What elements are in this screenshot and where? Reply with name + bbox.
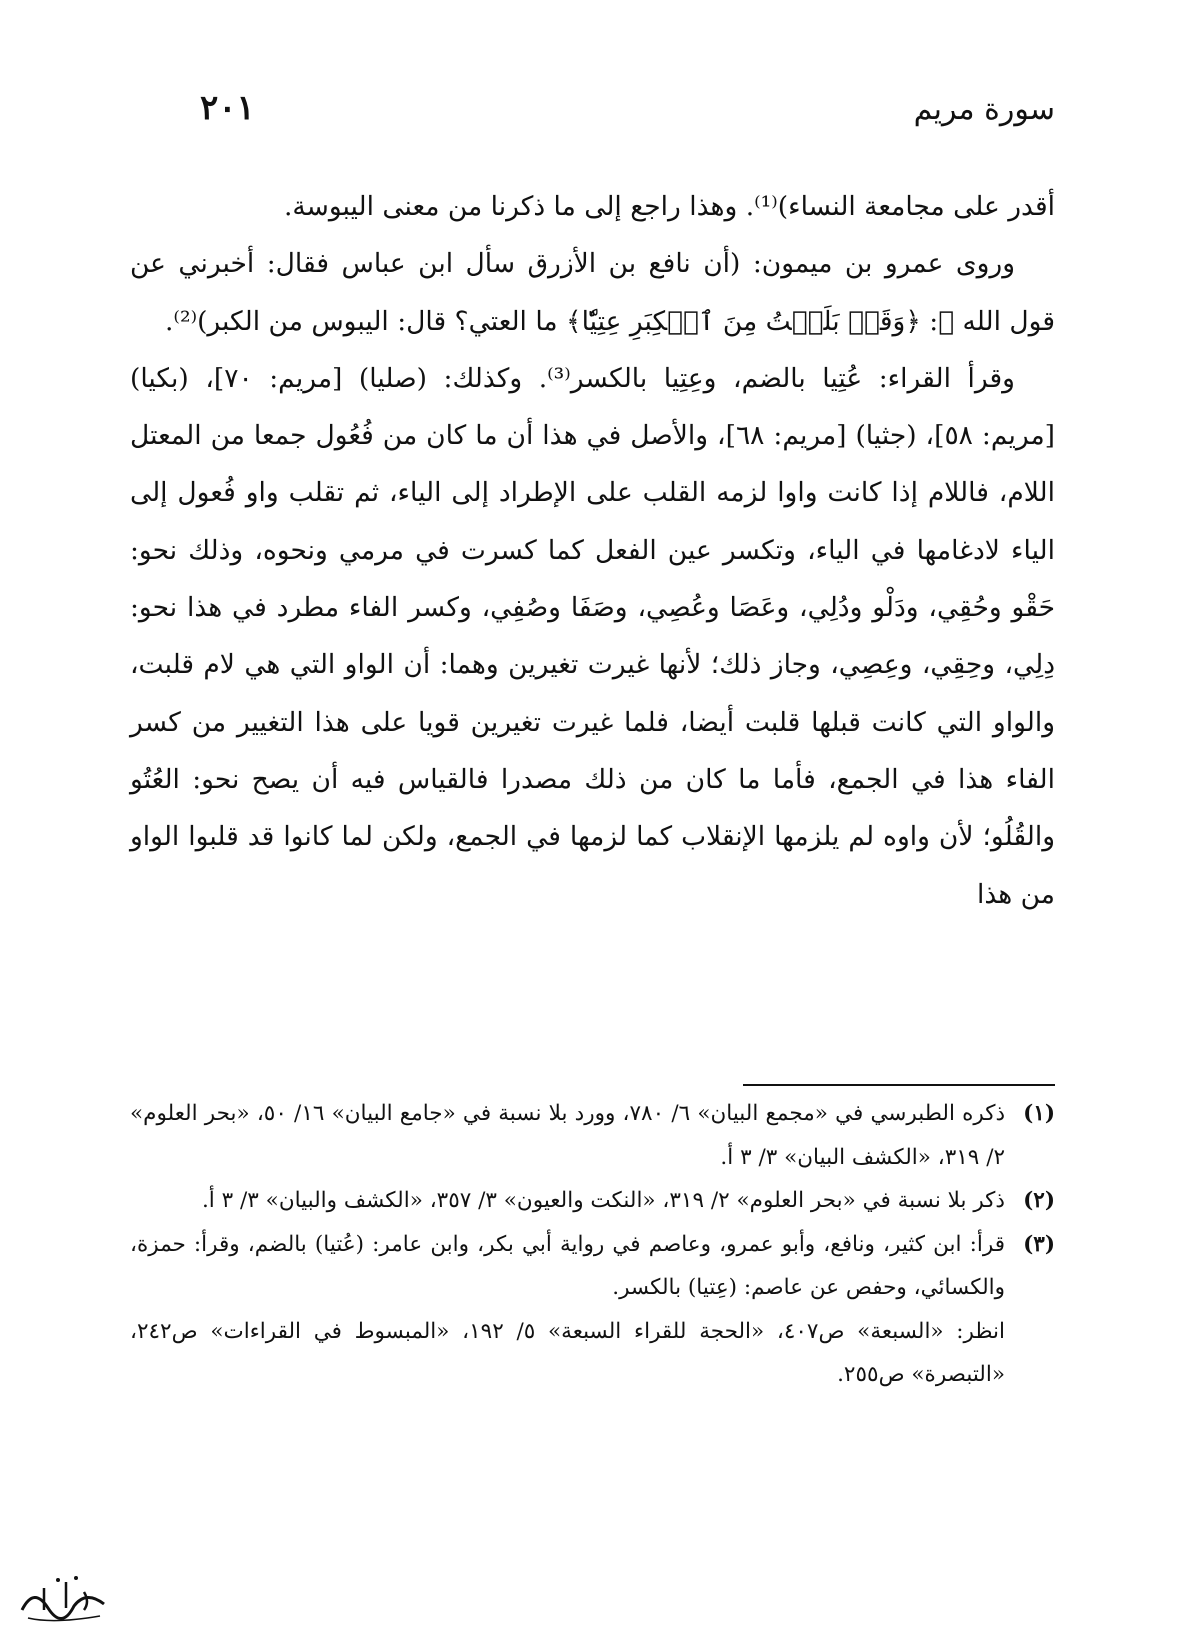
page-header [130, 88, 1055, 142]
page-number: ٢٠١ [200, 88, 255, 128]
footnote-separator [743, 1084, 1055, 1086]
footnote-line: قرأ: ابن كثير، ونافع، وأبو عمرو، وعاصم في رواية أبي بكر، وابن عامر: (عُتيا) بالضم، وقرأ: حمزة، والكسائي، وحفص عن عاصم: (عِتيا) بالكسر. [130, 1231, 1005, 1300]
paragraph: أقدر على مجامعة النساء)⁽¹⁾. وهذا راجع إلى ما ذكرنا من معنى اليبوسة. [283, 191, 1055, 222]
footnote-number: (٣) [1023, 1231, 1055, 1257]
footnote-number: (٢) [1023, 1188, 1055, 1213]
publisher-logo-icon [14, 1568, 114, 1628]
surah-title: سورة مريم [913, 92, 1055, 127]
footnote-item [130, 1223, 1055, 1397]
footnote-text [130, 1179, 1005, 1223]
footnotes [130, 1092, 1055, 1397]
footnote-line: انظر: «السبعة» ص٤٠٧، «الحجة للقراء السبعة» ٥/ ١٩٢، «المبسوط في القراءات» ص٢٤٢، «التبصرة» ص٢٥٥. [130, 1318, 1005, 1387]
footnote-line: ذكره الطبرسي في «مجمع البيان» ٦/ ٧٨٠، وورد بلا نسبة في «جامع البيان» ١٦/ ٥٠، «بحر العلوم» ٢/ ٣١٩، «الكشف البيان» ٣/ ٣ أ. [130, 1101, 1006, 1170]
footnote-item [130, 1092, 1055, 1179]
main-text [130, 178, 1055, 923]
footnote-item [130, 1179, 1055, 1223]
footnote-number: (١) [1023, 1101, 1055, 1126]
footnote-text [130, 1092, 1005, 1179]
paragraph: وقرأ القراء: عُتِيا بالضم، وعِتِيا بالكسر⁽³⁾. وكذلك: (صليا) [مريم: ٧٠]، (بكيا) [مريم: ٥٨]، (جثيا) [مريم: ٦٨]، والأصل في هذا أن ما كان من فُعُول جمعا من المعتل اللام، فاللام إذا كانت واوا لزمه القلب على الإطراد إلى الياء، ثم تقلب واو فُعول إلى الياء لادغامها في الياء، وتكسر عين الفعل كما كسرت في مرمي ونحوه، وذلك نحو: حَقْو وحُقِي، ودَلْو ودُلِي، وعَصَا وعُصِي، وصَفَا وصُفِي، وكسر الفاء مطرد في هذا نحو: دِلِي، وحِقِي، وعِصِي، وجاز ذلك؛ لأنها غيرت تغيرين وهما: أن الواو التي هي لام قلبت، والواو التي كانت قبلها قلبت أيضا، فلما غيرت تغيرين قويا على هذا التغيير من كسر الفاء هذا في الجمع، فأما ما كان من ذلك مصدرا فالقياس فيه أن يصح نحو: العُتُو والقُلُو؛ لأن واوه لم يلزمها الإنقلاب كما لزمها في الجمع، ولكن لما كانوا قد قلبوا الواو من هذا [130, 362, 1055, 910]
footnote-line: ذكر بلا نسبة في «بحر العلوم» ٢/ ٣١٩، «النكت والعيون» ٣/ ٣٥٧، «الكشف والبيان» ٣/ ٣ أ. [201, 1188, 1005, 1213]
footnote-text [130, 1223, 1005, 1397]
paragraph: وروى عمرو بن ميمون: (أن نافع بن الأزرق سأل ابن عباس فقال: أخبرني عن قول الله ﷻ: ﴿وَقَدۡ بَلَغۡتُ مِنَ ٱلۡكِبَرِ عِتِيّٗا﴾ ما العتي؟ قال: اليبوس من الكبر)⁽²⁾. [130, 248, 1055, 337]
